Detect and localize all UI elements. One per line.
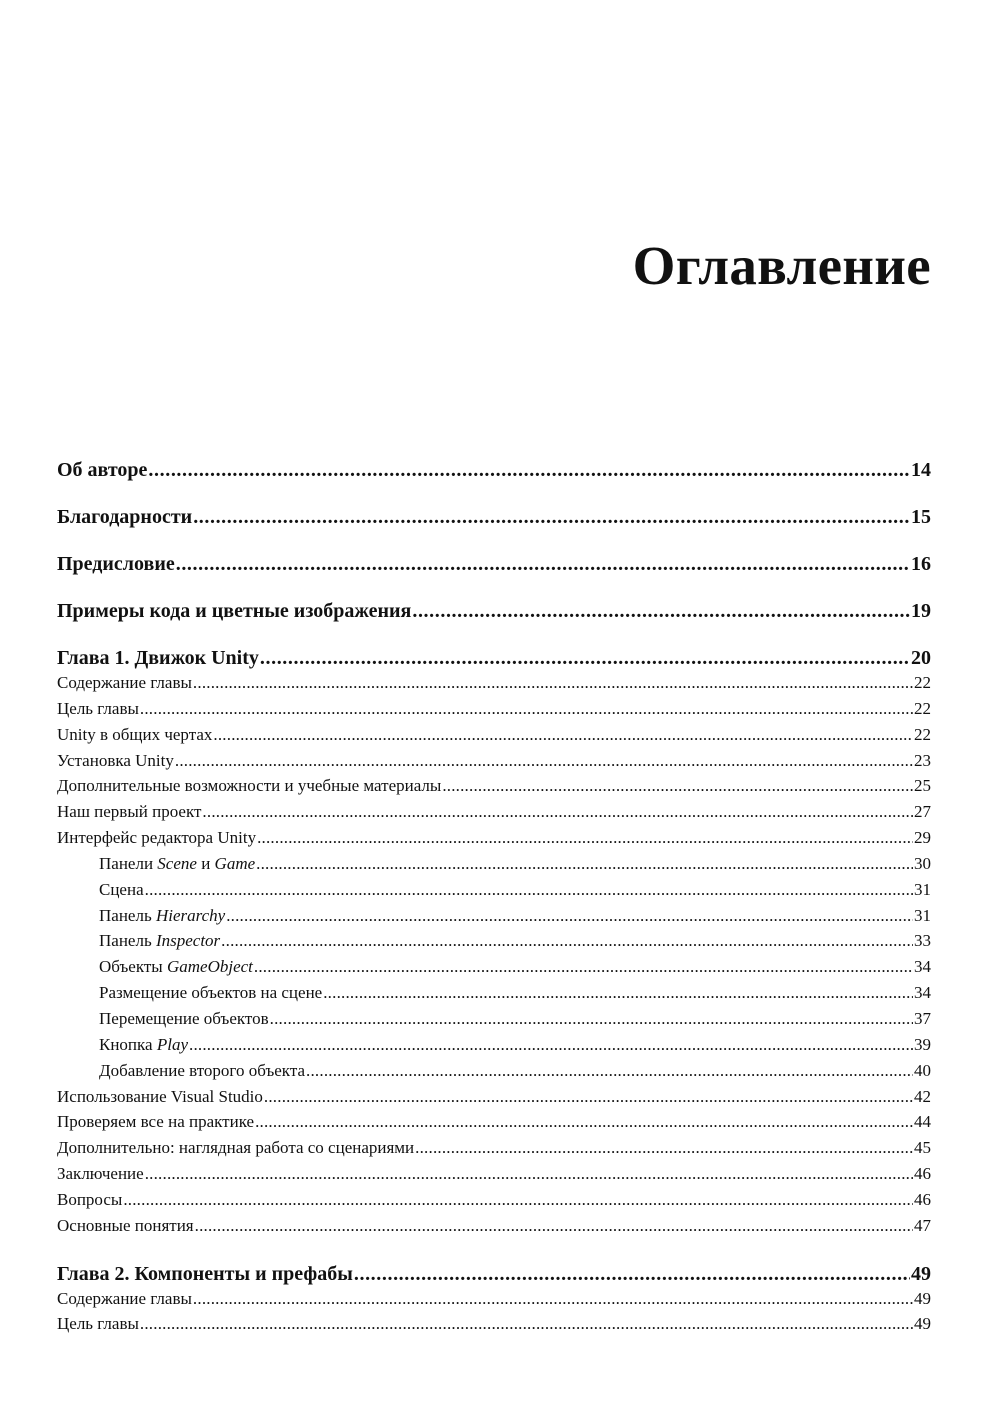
toc-entry-ch1-panels[interactable] (57, 851, 931, 877)
toc-text: Панель (99, 905, 156, 925)
toc-entry-title: Добавление второго объекта (99, 1060, 306, 1080)
leader-dots (256, 851, 913, 877)
toc-entry-ch1-contents[interactable] (57, 670, 931, 696)
toc-entry-ch1-conclusion[interactable] (57, 1161, 931, 1187)
toc-entry-ch2-contents[interactable] (57, 1286, 931, 1312)
toc-entry-title: Глава 1. Движок Unity (57, 647, 259, 669)
toc-entry-page: 47 (914, 1215, 931, 1235)
leader-dots (442, 773, 913, 799)
toc-entry-page: 23 (914, 750, 931, 770)
toc-entry-title: Содержание главы (57, 673, 192, 692)
toc-entry-title (99, 1032, 188, 1058)
toc-entry-page: 45 (914, 1138, 931, 1158)
toc-entry-ch1-concepts[interactable] (57, 1213, 931, 1239)
toc-entry-ch1-visual-scripting[interactable] (57, 1135, 931, 1161)
toc-entry-title: Цель главы (57, 698, 139, 718)
toc-entry-title (99, 851, 255, 877)
leader-dots (226, 903, 913, 929)
toc-entry-page: 46 (914, 1189, 931, 1209)
toc-italic-term: Inspector (155, 931, 221, 951)
page-title: Оглавление (632, 235, 931, 296)
leader-dots (202, 799, 913, 825)
toc-text: Панель (99, 931, 156, 951)
toc-entry-page: 22 (914, 724, 931, 744)
toc-italic-term: GameObject (166, 957, 253, 977)
toc-entry-page: 49 (911, 1262, 931, 1285)
toc-entry-ch1-install[interactable] (57, 748, 931, 774)
toc-entry-ch1-scene[interactable] (57, 877, 931, 903)
leader-dots (148, 458, 910, 482)
leader-dots (140, 1311, 913, 1337)
leader-dots (260, 646, 910, 670)
leader-dots (264, 1084, 913, 1110)
toc-text: Объекты (99, 957, 167, 977)
toc-entry-ch1-extras[interactable] (57, 773, 931, 799)
toc-entry-ch1-visual-studio[interactable] (57, 1084, 931, 1110)
toc-entry-page: 19 (911, 600, 931, 622)
leader-dots (257, 825, 913, 851)
table-of-contents (57, 458, 931, 1337)
toc-entry-ch1-overview[interactable] (57, 722, 931, 748)
toc-entry-title (99, 928, 220, 954)
toc-entry-title: Использование Visual Studio (57, 1086, 263, 1106)
toc-entry-examples[interactable] (57, 599, 931, 623)
toc-entry-page: 44 (914, 1112, 931, 1132)
toc-entry-title: Наш первый проект (57, 802, 202, 822)
toc-entry-ch1-inspector[interactable] (57, 928, 931, 954)
toc-entry-ch1-placement[interactable] (57, 980, 931, 1006)
toc-text: Панели (99, 853, 158, 873)
toc-entry-page: 31 (914, 879, 931, 899)
toc-entry-page: 46 (914, 1164, 931, 1184)
leader-dots (145, 877, 913, 903)
leader-dots (140, 696, 913, 722)
toc-entry-page: 30 (914, 853, 931, 873)
toc-entry-thanks[interactable] (57, 505, 931, 529)
toc-entry-ch2-goal[interactable] (57, 1311, 931, 1337)
toc-text: Кнопка (99, 1034, 157, 1054)
toc-chapter-2[interactable] (57, 1262, 931, 1286)
toc-italic-term: Scene (157, 853, 197, 873)
toc-entry-title: Основные понятия (57, 1215, 194, 1235)
toc-entry-ch1-moving[interactable] (57, 1006, 931, 1032)
leader-dots (255, 1109, 913, 1135)
leader-dots (354, 1262, 910, 1286)
toc-entry-title: Благодарности (57, 506, 193, 528)
leader-dots (175, 748, 913, 774)
toc-entry-title: Проверяем все на практике (57, 1112, 255, 1132)
toc-entry-author[interactable] (57, 458, 931, 482)
toc-entry-page: 37 (914, 1008, 931, 1028)
leader-dots (306, 1058, 913, 1084)
leader-dots (145, 1161, 913, 1187)
toc-entry-page: 49 (914, 1314, 931, 1334)
toc-entry-title: Предисловие (57, 553, 175, 575)
toc-entry-title: Заключение (57, 1164, 144, 1184)
toc-entry-page: 22 (914, 698, 931, 718)
toc-entry-ch1-editor[interactable] (57, 825, 931, 851)
toc-italic-term: Hierarchy (155, 905, 226, 925)
toc-entry-page: 49 (914, 1288, 931, 1308)
toc-entry-page: 20 (911, 647, 931, 669)
toc-entry-title: Дополнительно: наглядная работа со сценариями (57, 1138, 415, 1158)
toc-entry-title: Цель главы (57, 1314, 139, 1334)
leader-dots (193, 505, 910, 529)
toc-entry-ch1-play[interactable] (57, 1032, 931, 1058)
toc-entry-page: 27 (914, 802, 931, 822)
toc-entry-title: Содержание главы (57, 1288, 192, 1308)
leader-dots (193, 670, 913, 696)
toc-entry-ch1-practice[interactable] (57, 1109, 931, 1135)
toc-entry-title: Дополнительные возможности и учебные материалы (57, 776, 442, 796)
leader-dots (213, 722, 913, 748)
toc-entry-page: 29 (914, 828, 931, 848)
toc-entry-ch1-goal[interactable] (57, 696, 931, 722)
toc-entry-page: 40 (914, 1060, 931, 1080)
toc-italic-term: Play (156, 1034, 188, 1054)
toc-entry-title (99, 903, 225, 929)
leader-dots (415, 1135, 913, 1161)
toc-entry-ch1-questions[interactable] (57, 1187, 931, 1213)
leader-dots (189, 1032, 913, 1058)
toc-entry-title (99, 954, 253, 980)
toc-entry-title: Размещение объектов на сцене (99, 983, 323, 1003)
leader-dots (270, 1006, 913, 1032)
toc-chapter-1[interactable] (57, 646, 931, 670)
toc-entry-page: 42 (914, 1086, 931, 1106)
toc-entry-page: 31 (914, 905, 931, 925)
toc-entry-title: Интерфейс редактора Unity (57, 828, 257, 848)
toc-entry-title: Примеры кода и цветные изображения (57, 600, 412, 622)
leader-dots (254, 954, 913, 980)
toc-entry-preface[interactable] (57, 552, 931, 576)
leader-dots (193, 1286, 913, 1312)
toc-entry-title: Об авторе (57, 459, 148, 481)
toc-entry-page: 33 (914, 931, 931, 951)
leader-dots (412, 599, 910, 623)
leader-dots (221, 928, 913, 954)
toc-text: и (196, 853, 215, 873)
toc-italic-term: Game (214, 853, 256, 873)
toc-entry-page: 14 (911, 459, 931, 481)
toc-entry-page: 16 (911, 553, 931, 575)
leader-dots (195, 1213, 913, 1239)
toc-entry-ch1-gameobject[interactable] (57, 954, 931, 980)
toc-entry-ch1-second-object[interactable] (57, 1058, 931, 1084)
toc-entry-title: Установка Unity (57, 750, 174, 770)
toc-entry-title: Глава 2. Компоненты и префабы (57, 1262, 353, 1285)
toc-entry-ch1-first-project[interactable] (57, 799, 931, 825)
toc-entry-title: Перемещение объектов (99, 1008, 269, 1028)
toc-entry-page: 25 (914, 776, 931, 796)
toc-entry-page: 34 (914, 983, 931, 1003)
toc-entry-page: 15 (911, 506, 931, 528)
toc-entry-title: Вопросы (57, 1189, 123, 1209)
toc-entry-title: Сцена (99, 879, 144, 899)
toc-entry-ch1-hierarchy[interactable] (57, 903, 931, 929)
toc-entry-page: 22 (914, 673, 931, 692)
toc-entry-title: Unity в общих чертах (57, 724, 213, 744)
leader-dots (123, 1187, 913, 1213)
toc-entry-page: 39 (914, 1034, 931, 1054)
leader-dots (176, 552, 910, 576)
leader-dots (323, 980, 913, 1006)
toc-entry-page: 34 (914, 957, 931, 977)
